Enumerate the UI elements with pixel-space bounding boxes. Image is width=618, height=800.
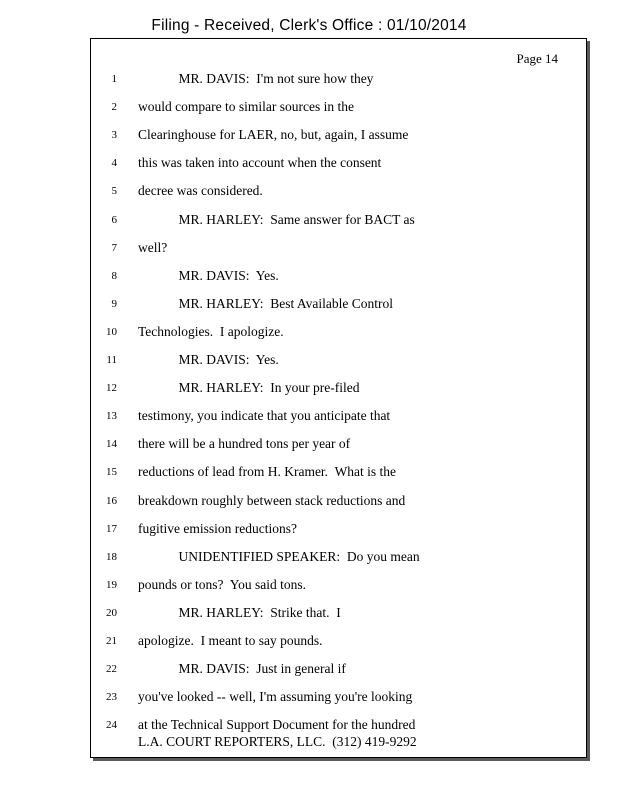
line-number: 16 — [106, 494, 117, 507]
line-number: 18 — [106, 550, 117, 563]
line-text: pounds or tons? You said tons. — [138, 576, 307, 592]
line-text: you've looked -- well, I'm assuming you're looking — [138, 689, 413, 705]
line-text: MR. DAVIS: Yes. — [138, 352, 279, 367]
transcript-line — [91, 633, 586, 653]
line-number: 20 — [106, 606, 117, 619]
transcript-line — [91, 408, 586, 428]
line-number: 24 — [106, 719, 117, 732]
line-text: this was taken into account when the consent — [138, 155, 382, 171]
line-text: MR. DAVIS: I'm not sure how they — [138, 71, 374, 86]
transcript-line — [91, 493, 586, 513]
line-text: breakdown roughly between stack reductions and — [138, 492, 406, 508]
line-number: 11 — [106, 354, 117, 366]
line-number: 15 — [106, 466, 117, 479]
transcript-line — [91, 183, 586, 203]
line-text: fugitive emission reductions? — [138, 520, 297, 536]
line-text: MR. HARLEY: In your pre-filed — [138, 380, 360, 396]
line-number: 3 — [111, 129, 117, 142]
transcript-line — [91, 324, 586, 344]
reporter-footer: L.A. COURT REPORTERS, LLC. (312) 419-9292 — [138, 734, 417, 749]
line-text: well? — [138, 239, 168, 255]
transcript-line — [91, 464, 586, 484]
line-number: 19 — [106, 578, 117, 591]
line-number: 8 — [111, 269, 117, 282]
line-number: 22 — [106, 663, 117, 676]
transcript-line — [91, 268, 586, 288]
transcript-line — [91, 577, 586, 597]
line-text: Clearinghouse for LAER, no, but, again, I assume — [138, 127, 409, 143]
line-text: Technologies. I apologize. — [138, 323, 284, 339]
line-number: 12 — [106, 382, 117, 395]
transcript-line — [91, 549, 586, 569]
line-number: 17 — [106, 522, 117, 535]
transcript-line — [91, 155, 586, 175]
transcript-line — [91, 436, 586, 456]
transcript-line — [91, 661, 586, 681]
page-number: Page 14 — [516, 51, 558, 66]
transcript-line — [91, 352, 586, 372]
line-text: there will be a hundred tons per year of — [138, 436, 351, 452]
transcript-line — [91, 99, 586, 119]
line-text: MR. DAVIS: Just in general if — [138, 661, 346, 677]
line-text: MR. HARLEY: Same answer for BACT as — [138, 211, 415, 227]
line-number: 1 — [111, 73, 117, 85]
transcript-line — [91, 212, 586, 232]
transcript-line — [91, 380, 586, 400]
line-text: would compare to similar sources in the — [138, 99, 354, 115]
transcript-line — [91, 689, 586, 709]
line-text: testimony, you indicate that you anticipate that — [138, 408, 391, 424]
line-text: MR. HARLEY: Best Available Control — [138, 295, 393, 311]
transcript-line — [91, 296, 586, 316]
transcript-page — [90, 38, 587, 758]
line-number: 14 — [106, 438, 117, 451]
line-text: decree was considered. — [138, 183, 263, 199]
transcript-line — [91, 127, 586, 147]
line-number: 13 — [106, 410, 117, 423]
transcript-line — [91, 71, 586, 91]
line-number: 6 — [111, 213, 117, 226]
line-number: 7 — [111, 241, 117, 254]
transcript-line — [91, 521, 586, 541]
line-number: 5 — [111, 185, 117, 198]
transcript-line — [91, 605, 586, 625]
line-text: apologize. I meant to say pounds. — [138, 633, 323, 648]
line-number: 4 — [111, 157, 117, 170]
filing-header: Filing - Received, Clerk's Office : 01/10/2014 — [151, 17, 467, 34]
line-text: reductions of lead from H. Kramer. What is the — [138, 464, 397, 480]
line-number: 23 — [106, 691, 117, 704]
line-text: UNIDENTIFIED SPEAKER: Do you mean — [138, 548, 420, 564]
line-text: MR. DAVIS: Yes. — [138, 267, 279, 283]
line-number: 9 — [111, 297, 117, 310]
line-number: 10 — [106, 325, 117, 338]
line-text: MR. HARLEY: Strike that. I — [138, 604, 341, 620]
line-number: 21 — [106, 635, 117, 647]
line-number: 2 — [111, 101, 117, 114]
transcript-line — [91, 240, 586, 260]
line-text: at the Technical Support Document for the hundred — [138, 717, 416, 733]
